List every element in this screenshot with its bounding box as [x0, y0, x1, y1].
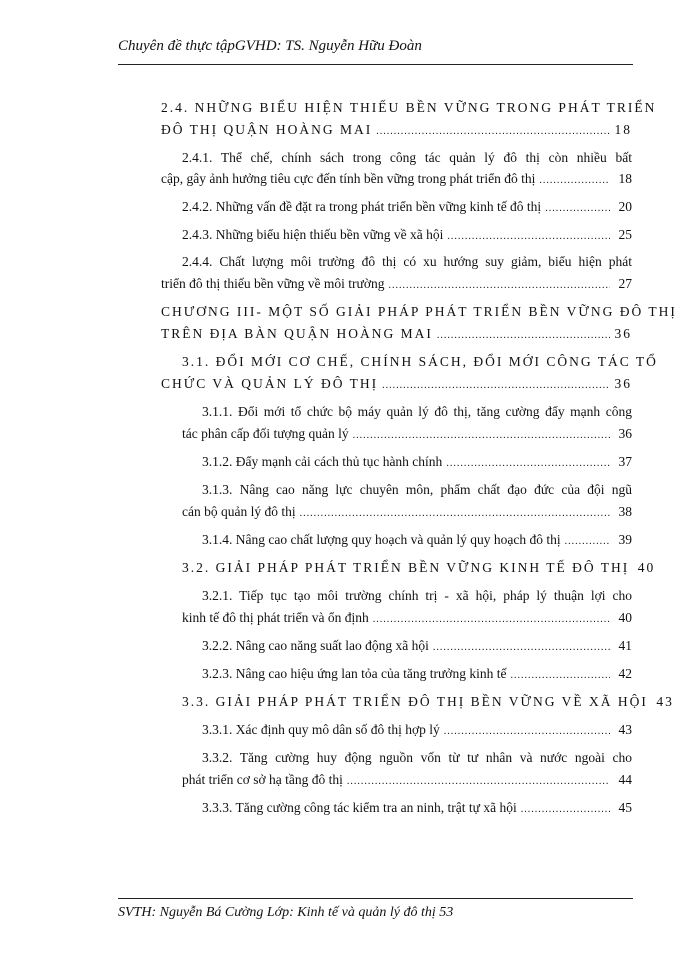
dot-leader: [521, 798, 610, 822]
page-number: 18: [618, 171, 632, 186]
toc-entry-3-2-3: [202, 662, 632, 688]
dot-leader: [444, 720, 610, 744]
page-number: 45: [618, 800, 632, 815]
toc-line: tác phân cấp đối tượng quản lý: [182, 426, 349, 441]
toc-line: cán bộ quản lý đô thị: [182, 504, 296, 519]
dot-leader: [373, 608, 610, 632]
toc-entry-3-1-1: [202, 400, 632, 424]
toc-line: CHỨC VÀ QUẢN LÝ ĐÔ THỊ: [161, 376, 379, 391]
toc-entry-3-3-2-cont: [182, 768, 632, 794]
page-number: 37: [618, 454, 632, 469]
toc-entry-3-2-1-cont: [182, 606, 632, 632]
dot-leader: [433, 636, 610, 660]
page-number: 40: [637, 560, 656, 575]
toc-line: 3.3. GIẢI PHÁP PHÁT TRIỂN ĐÔ THỊ BỀN VỮNG VỀ XÃ HỘI: [182, 694, 648, 709]
toc-entry-2-4-4-cont: [161, 272, 632, 298]
page-number: 42: [618, 666, 632, 681]
dot-leader: [353, 424, 610, 448]
toc-entry-3-2: [182, 556, 656, 582]
toc-entry-2-4-3: [182, 223, 632, 249]
toc-entry-2-4: [161, 96, 657, 120]
page-number: 36: [618, 426, 632, 441]
toc-line: TRÊN ĐỊA BÀN QUẬN HOÀNG MAI: [161, 326, 433, 341]
toc-entry-3-1-cont: [161, 372, 632, 398]
toc-entry-3-1-1-cont: [182, 422, 632, 448]
toc-entry-3-3-3: [202, 796, 632, 822]
toc-entry-3-1-3-cont: [182, 500, 632, 526]
toc-entry-chapter-3-cont: [161, 322, 632, 348]
page-footer: SVTH: Nguyễn Bá Cường Lớp: Kinh tế và quản lý đô thị 53: [118, 905, 454, 920]
page-header: Chuyên đề thực tậpGVHD: TS. Nguyễn Hữu Đoàn: [118, 38, 422, 54]
toc-entry-3-2-2: [202, 634, 632, 660]
toc-line: 3.1.3. Nâng cao năng lực chuyên môn, phẩm chất đạo đức của đội ngũ: [202, 482, 632, 497]
toc-line: CHƯƠNG III- MỘT SỐ GIẢI PHÁP PHÁT TRIỂN BỀN VỮNG ĐÔ THỊ: [161, 304, 677, 319]
toc-line: 2.4. NHỮNG BIỂU HIỆN THIẾU BỀN VỮNG TRONG PHÁT TRIỂN: [161, 100, 657, 115]
page-number: 36: [614, 326, 632, 341]
footer-divider: [118, 898, 633, 899]
toc-entry-3-1-2: [202, 450, 632, 476]
dot-leader: [376, 120, 610, 144]
toc-line: kinh tế đô thị phát triển và ổn định: [182, 610, 369, 625]
dot-leader: [389, 274, 611, 298]
toc-line: 3.1.4. Nâng cao chất lượng quy hoạch và quản lý quy hoạch đô thị: [202, 532, 561, 547]
page-number: 39: [618, 532, 632, 547]
toc-line: 3.2.2. Nâng cao năng suất lao động xã hội: [202, 638, 429, 653]
dot-leader: [437, 324, 610, 348]
toc-entry-3-3-2: [202, 746, 632, 770]
toc-line: 3.2. GIẢI PHÁP PHÁT TRIỂN BỀN VỮNG KINH TẾ ĐÔ THỊ: [182, 560, 630, 575]
toc-entry-3-3: [182, 690, 674, 716]
dot-leader: [300, 502, 610, 526]
page-number: 43: [618, 722, 632, 737]
dot-leader: [446, 452, 610, 476]
toc-entry-3-3-1: [202, 718, 632, 744]
toc-line: 2.4.2. Những vấn đề đặt ra trong phát triển bền vững kinh tế đô thị: [182, 199, 542, 214]
toc-entry-2-4-4: [182, 250, 632, 274]
toc-entry-3-1-4: [202, 528, 632, 554]
toc-line: phát triển cơ sở hạ tầng đô thị: [182, 772, 343, 787]
toc-entry-3-1-3: [202, 478, 632, 502]
toc-entry-3-1: [182, 350, 658, 374]
page-number: 41: [618, 638, 632, 653]
page-number: 38: [618, 504, 632, 519]
page-number: 43: [656, 694, 674, 709]
page-number: 36: [614, 376, 632, 391]
dot-leader: [539, 169, 610, 193]
dot-leader: [545, 197, 610, 221]
toc-line: 2.4.4. Chất lượng môi trường đô thị có xu hướng suy giảm, biểu hiện phát: [182, 254, 632, 269]
toc-line: triển đô thị thiếu bền vững về môi trường: [161, 276, 385, 291]
toc-line: 3.1.2. Đẩy mạnh cải cách thủ tục hành chính: [202, 454, 443, 469]
toc-entry-2-4-2: [182, 195, 632, 221]
toc-line: 2.4.1. Thể chế, chính sách trong công tác quản lý đô thị còn nhiều bất: [182, 150, 632, 165]
toc-line: 3.3.2. Tăng cường huy động nguồn vốn từ tư nhân và nước ngoài cho: [202, 750, 632, 765]
dot-leader: [347, 770, 610, 794]
dot-leader: [447, 225, 610, 249]
page-number: 44: [618, 772, 632, 787]
page-number: 18: [614, 122, 632, 137]
toc-entry-chapter-3: [161, 300, 677, 324]
toc-line: 3.2.1. Tiếp tục tạo môi trường chính trị - xã hội, pháp lý thuận lợi cho: [202, 588, 632, 603]
dot-leader: [382, 374, 610, 398]
toc-line: 3.3.1. Xác định quy mô dân số đô thị hợp lý: [202, 722, 440, 737]
dot-leader: [565, 530, 610, 554]
toc-line: 3.2.3. Nâng cao hiệu ứng lan tỏa của tăng trưởng kinh tế: [202, 666, 507, 681]
page-number: 40: [618, 610, 632, 625]
dot-leader: [510, 664, 610, 688]
page-number: 20: [618, 199, 632, 214]
page-number: 27: [618, 276, 632, 291]
toc-entry-3-2-1: [202, 584, 632, 608]
toc-line: 3.1.1. Đổi mới tổ chức bộ máy quản lý đô thị, tăng cường đẩy mạnh công: [202, 404, 632, 419]
toc-entry-2-4-cont: [161, 118, 632, 144]
toc-line: ĐÔ THỊ QUẬN HOÀNG MAI: [161, 122, 373, 137]
page-number: 25: [618, 227, 632, 242]
toc-line: 3.1. ĐỔI MỚI CƠ CHẾ, CHÍNH SÁCH, ĐỔI MỚI CÔNG TÁC TỔ: [182, 354, 658, 369]
toc-line: 3.3.3. Tăng cường công tác kiểm tra an ninh, trật tự xã hội: [202, 800, 517, 815]
toc-line: 2.4.3. Những biểu hiện thiếu bền vững về xã hội: [182, 227, 444, 242]
toc-line: cập, gây ảnh hưởng tiêu cực đến tính bền vững trong phát triển đô thị: [161, 171, 536, 186]
toc-entry-2-4-1-cont: [161, 167, 632, 193]
